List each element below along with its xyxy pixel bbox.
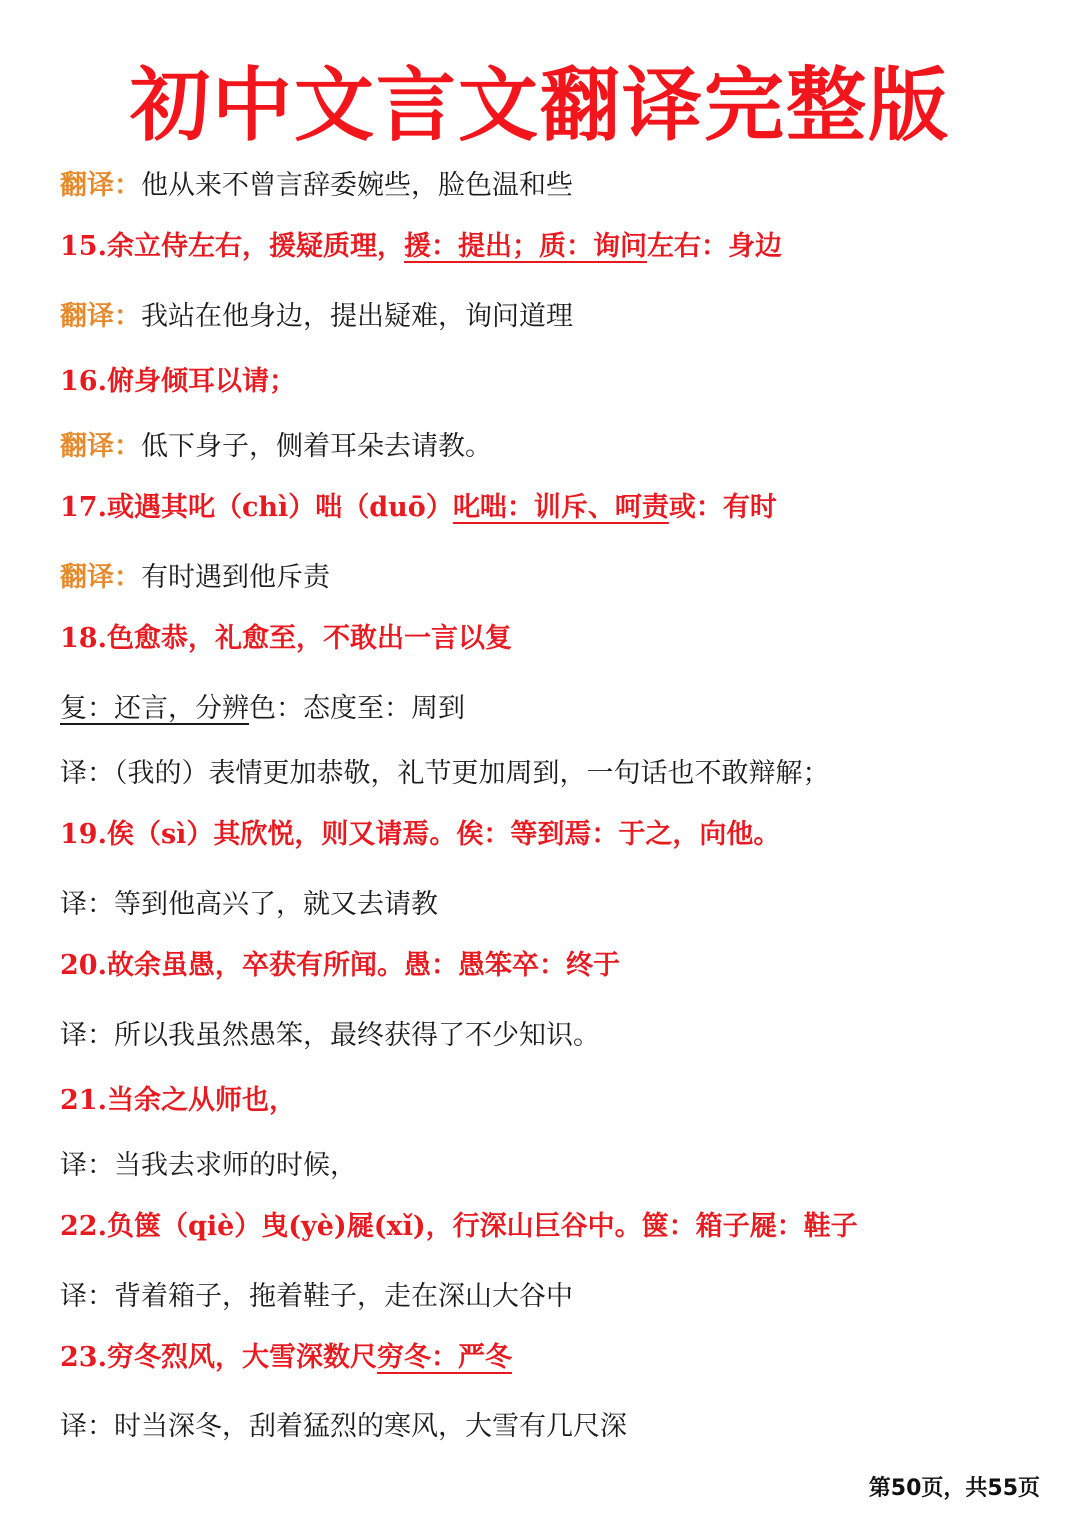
translation-text: 译：（我的）表情更加恭敬，礼节更加周到，一句话也不敢辩解；: [60, 758, 830, 789]
sentence-text: 19.俟（sì）其欣悦，则又请焉。俟：等到焉：于之，向他。: [60, 819, 781, 850]
gloss-text: 左右：身边: [646, 231, 782, 262]
page-number: 第50页，共55页: [868, 1476, 1040, 1501]
sentence-16: [60, 362, 296, 402]
translation-text: 他从来不曾言辞委婉些，脸色温和些: [141, 170, 573, 201]
gloss-text: 或：有时: [668, 492, 777, 523]
translation-line: [60, 427, 492, 467]
translation-line: [60, 885, 438, 925]
sentence-text: 21.当余之从师也，: [60, 1085, 296, 1116]
gloss-underlined: 叱咄：训斥、呵责: [452, 492, 669, 523]
page-title: 初中文言文翻译完整版: [130, 59, 950, 152]
translation-line: [60, 558, 330, 598]
sentence-19: [60, 815, 780, 855]
sentence-text: 16.俯身倾耳以请；: [60, 366, 296, 397]
translation-text: 我站在他身边，提出疑难，询问道理: [141, 301, 573, 332]
gloss-underlined: 援：提出；质：询问: [403, 231, 647, 262]
sentence-20: [60, 946, 620, 986]
translation-label: 翻译：: [60, 301, 141, 332]
translation-line: [60, 1146, 357, 1186]
translation-line: [60, 166, 573, 206]
translation-line: [60, 1277, 573, 1317]
translation-text: 译：所以我虽然愚笨，最终获得了不少知识。: [60, 1020, 600, 1051]
sentence-text: 15.余立侍左右，援疑质理，: [60, 231, 404, 262]
sentence-text: 23.穷冬烈风，大雪深数尺: [60, 1342, 377, 1373]
gloss-underlined: 复：还言，分辨: [60, 693, 249, 724]
translation-text: 有时遇到他斥责: [141, 562, 330, 593]
sentence-text: 20.故余虽愚，卒获有所闻。愚：愚笨卒：终于: [60, 950, 620, 981]
gloss-line: [60, 689, 465, 729]
translation-line: [60, 1407, 627, 1447]
sentence-22: [60, 1207, 858, 1247]
translation-text: 译：当我去求师的时候，: [60, 1150, 357, 1181]
gloss-text: 色：态度至：周到: [249, 693, 465, 724]
sentence-text: 17.或遇其叱（chì）咄（duō）: [60, 492, 453, 523]
translation-label: 翻译：: [60, 562, 141, 593]
sentence-text: 18.色愈恭，礼愈至，不敢出一言以复: [60, 623, 512, 654]
translation-text: 译：背着箱子，拖着鞋子，走在深山大谷中: [60, 1281, 573, 1312]
sentence-23: [60, 1338, 512, 1378]
translation-line: [60, 297, 573, 337]
translation-text: 低下身子，侧着耳朵去请教。: [141, 431, 492, 462]
translation-line: [60, 754, 830, 794]
translation-text: 译：时当深冬，刮着猛烈的寒风，大雪有几尺深: [60, 1411, 627, 1442]
translation-label: 翻译：: [60, 431, 141, 462]
sentence-18: [60, 619, 512, 659]
sentence-text: 22.负箧（qiè）曳(yè)屣(xǐ)，行深山巨谷中。箧：箱子屣：鞋子: [60, 1211, 858, 1242]
translation-text: 译：等到他高兴了，就又去请教: [60, 889, 438, 920]
sentence-21: [60, 1081, 296, 1121]
gloss-underlined: 穷冬：严冬: [376, 1342, 512, 1373]
sentence-15: [60, 227, 782, 267]
sentence-17: [60, 488, 777, 528]
translation-label: 翻译：: [60, 170, 141, 201]
translation-line: [60, 1016, 600, 1056]
